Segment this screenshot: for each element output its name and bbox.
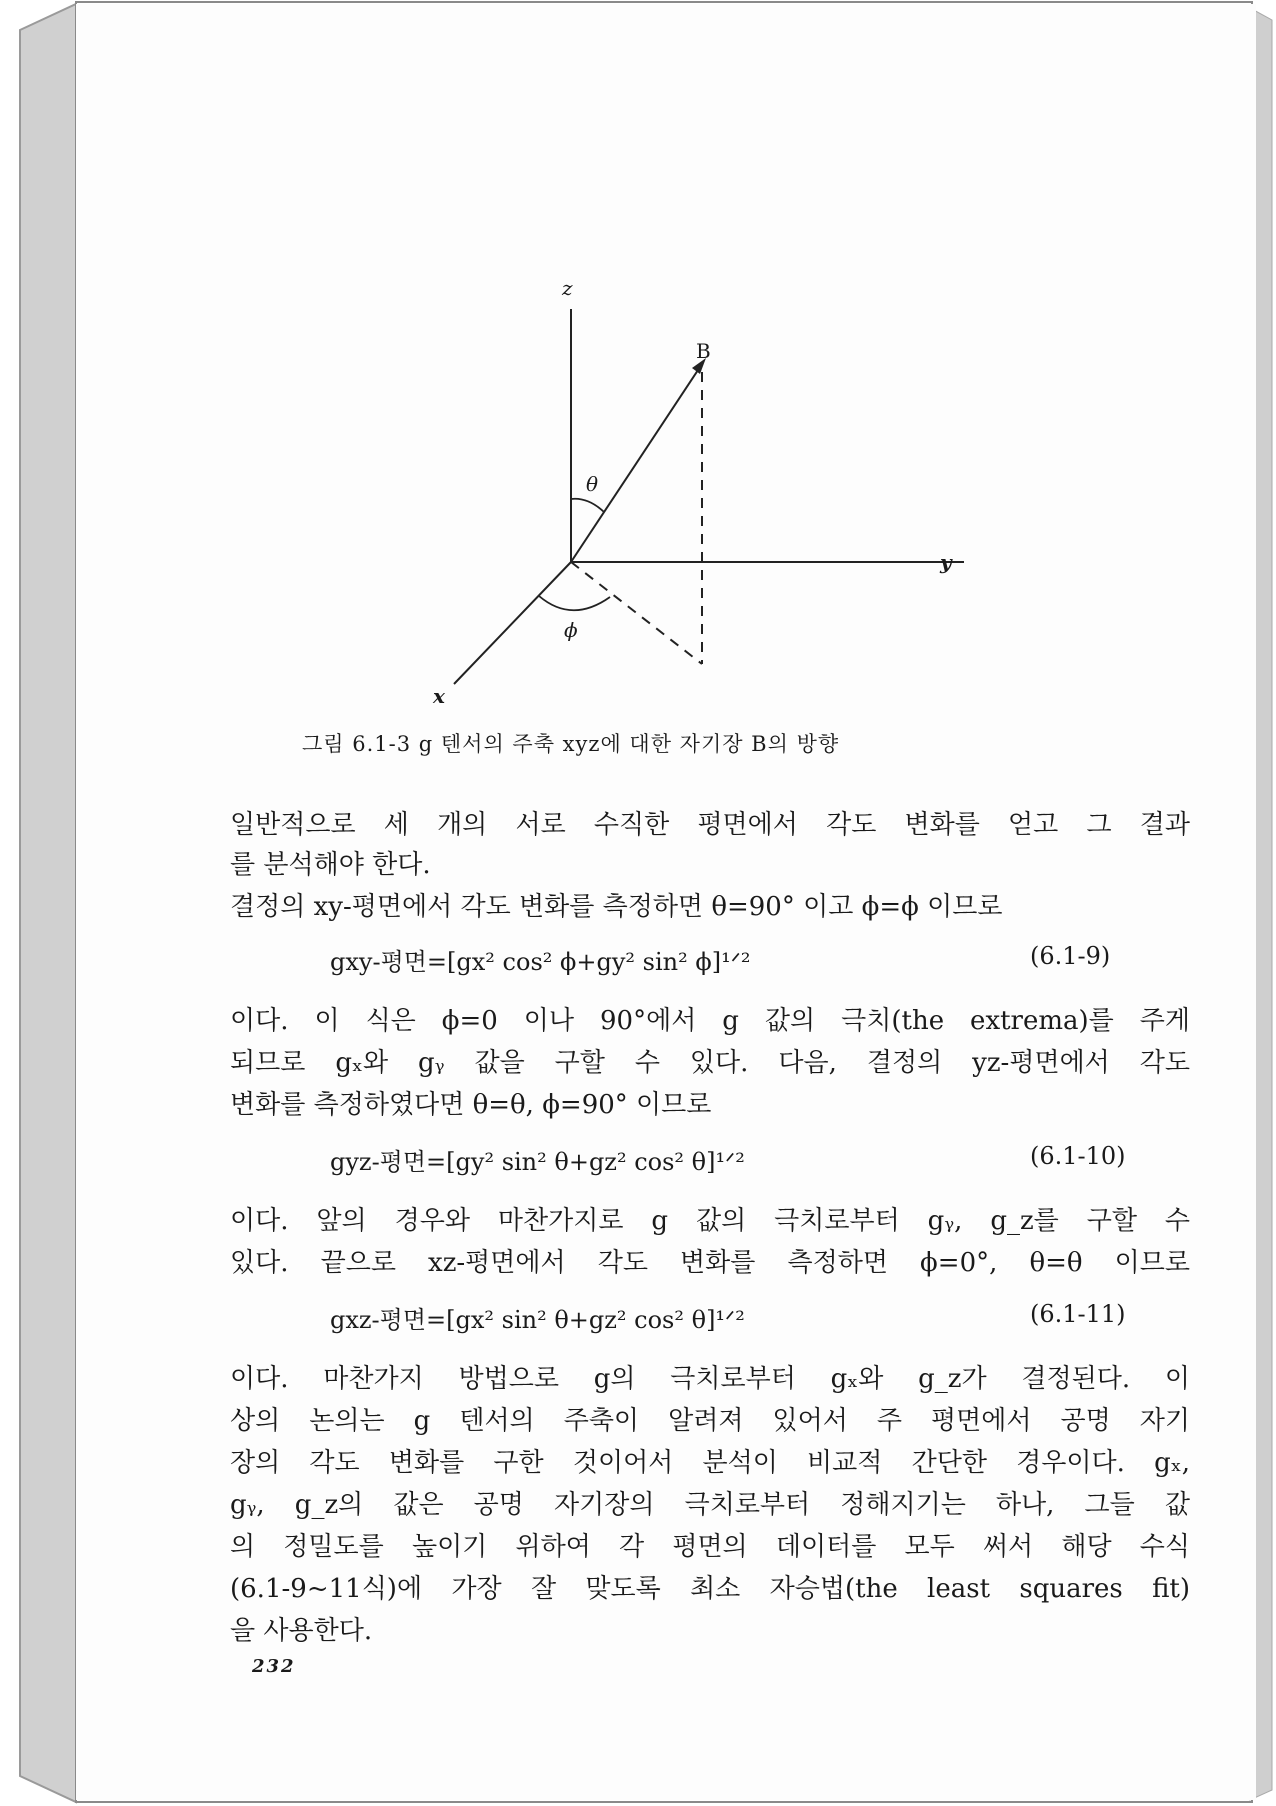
theta-arc [571, 499, 604, 512]
page-number: 232 [252, 1656, 296, 1677]
b-label: B [696, 339, 711, 363]
equation-number: (6.1-10) [1030, 1142, 1126, 1170]
page [76, 4, 1256, 1800]
coordinate-figure [76, 4, 1256, 724]
equation-6-1-10: gyz-평면=[gy² sin² θ+gz² cos² θ]¹ᐟ² [330, 1148, 745, 1176]
equation-6-1-11: gxz-평면=[gx² sin² θ+gz² cos² θ]¹ᐟ² [330, 1306, 745, 1334]
y-axis-label: y [940, 550, 952, 574]
text-line: 장의 각도 변화를 구한 것이어서 분석이 비교적 간단한 경우이다. gₓ, [230, 1448, 1190, 1478]
text-line: (6.1-9~11식)에 가장 잘 맞도록 최소 자승법(the least squares fit) [230, 1574, 1190, 1604]
text-line: 이다. 앞의 경우와 마찬가지로 g 값의 극치로부터 gᵧ, g_z를 구할 수 [230, 1206, 1190, 1236]
text-line: 이다. 이 식은 ϕ=0 이나 90°에서 g 값의 극치(the extrema)를 주게 [230, 1006, 1190, 1036]
text-line: gᵧ, g_z의 값은 공명 자기장의 극치로부터 정해지기는 하나, 그들 값 [230, 1490, 1190, 1520]
text-line: 결정의 xy-평면에서 각도 변화를 측정하면 θ=90° 이고 ϕ=ϕ 이므로 [230, 892, 1003, 922]
phi-label: ϕ [564, 618, 578, 642]
equation-6-1-9: gxy-평면=[gx² cos² ϕ+gy² sin² ϕ]¹ᐟ² [330, 948, 751, 976]
b-plane-projection [571, 562, 702, 664]
text-line: 되므로 gₓ와 gᵧ 값을 구할 수 있다. 다음, 결정의 yz-평면에서 각도 [230, 1048, 1190, 1078]
text-line: 있다. 끝으로 xz-평면에서 각도 변화를 측정하면 ϕ=0°, θ=θ 이므로 [230, 1248, 1190, 1278]
figure-caption: 그림 6.1-3 g 텐서의 주축 xyz에 대한 자기장 B의 방향 [302, 732, 840, 756]
phi-arc [539, 596, 610, 610]
text-line: 이다. 마찬가지 방법으로 g의 극치로부터 gₓ와 g_z가 결정된다. 이 [230, 1364, 1190, 1394]
equation-number: (6.1-9) [1030, 942, 1111, 970]
text-line: 상의 논의는 g 텐서의 주축이 알려져 있어서 주 평면에서 공명 자기 [230, 1406, 1190, 1436]
text-line: 일반적으로 세 개의 서로 수직한 평면에서 각도 변화를 얻고 그 결과 [230, 810, 1190, 840]
b-vector [571, 364, 702, 562]
theta-label: θ [586, 472, 599, 496]
text-line: 를 분석해야 한다. [230, 850, 431, 880]
text-line: 을 사용한다. [230, 1616, 373, 1646]
x-axis [454, 562, 571, 684]
text-line: 변화를 측정하였다면 θ=θ, ϕ=90° 이므로 [230, 1090, 712, 1120]
text-line: 의 정밀도를 높이기 위하여 각 평면의 데이터를 모두 써서 해당 수식 [230, 1532, 1190, 1562]
z-axis-label: z [562, 276, 573, 300]
equation-number: (6.1-11) [1030, 1300, 1126, 1328]
x-axis-label: x [433, 684, 445, 708]
